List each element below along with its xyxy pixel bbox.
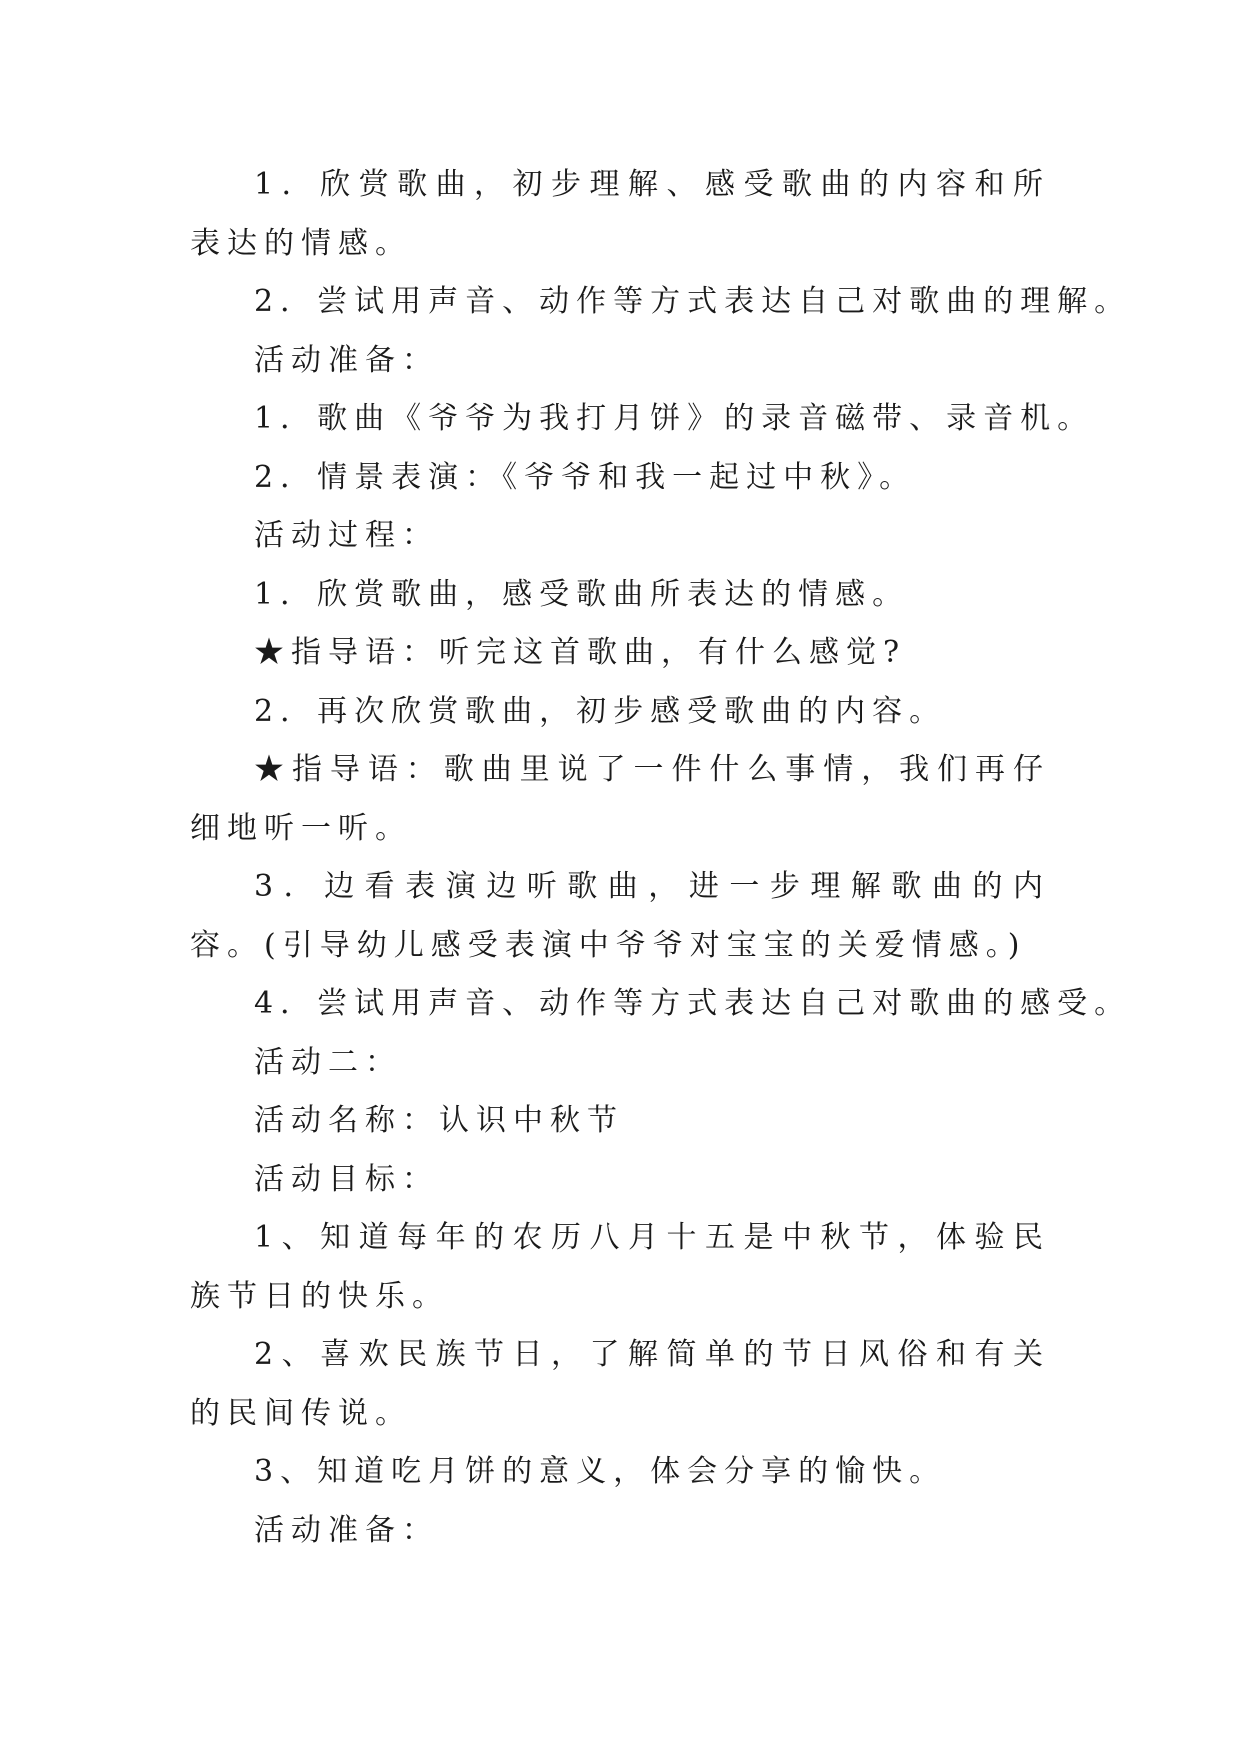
- paragraph-goal-c: 3、知道吃月饼的意义，体会分享的愉快。: [254, 1454, 947, 1489]
- document-body: [190, 156, 1132, 1560]
- heading-activity-goals: 活动目标：: [254, 1161, 439, 1197]
- paragraph-goal-a: 1、知道每年的农历八月十五是中秋节，体验民族节日的快乐。: [190, 1220, 1050, 1314]
- paragraph-goal-b: 2、喜欢民族节日，了解简单的节日风俗和有关的民间传说。: [190, 1337, 1050, 1431]
- paragraph-goal-2: 2．尝试用声音、动作等方式表达自己对歌曲的理解。: [254, 284, 1132, 319]
- paragraph-activity-name: 活动名称：认识中秋节: [254, 1103, 624, 1138]
- paragraph-process-1: 1．欣赏歌曲，感受歌曲所表达的情感。: [254, 576, 910, 612]
- heading-activity-preparation-2: 活动准备：: [254, 1512, 439, 1548]
- paragraph-guide-2: ★指导语：歌曲里说了一件什么事情，我们再仔细地听一听。: [190, 752, 1050, 846]
- heading-activity-process: 活动过程：: [254, 518, 439, 553]
- paragraph-process-2: 2．再次欣赏歌曲，初步感受歌曲的内容。: [254, 693, 947, 729]
- paragraph-prep-1: 1．歌曲《爷爷为我打月饼》的录音磁带、录音机。: [254, 401, 1095, 436]
- heading-activity-preparation: 活动准备：: [254, 342, 439, 378]
- paragraph-process-3: 3．边看表演边听歌曲，进一步理解歌曲的内容。(引导幼儿感受表演中爷爷对宝宝的关爱情感。): [190, 869, 1050, 963]
- heading-activity-two: 活动二：: [254, 1044, 402, 1080]
- paragraph-process-4: 4．尝试用声音、动作等方式表达自己对歌曲的感受。: [254, 986, 1132, 1021]
- paragraph-guide-1: ★指导语：听完这首歌曲，有什么感觉?: [254, 635, 907, 670]
- paragraph-prep-2: 2．情景表演：《爷爷和我一起过中秋》。: [254, 459, 917, 495]
- paragraph-goal-1: 1．欣赏歌曲，初步理解、感受歌曲的内容和所表达的情感。: [190, 167, 1050, 261]
